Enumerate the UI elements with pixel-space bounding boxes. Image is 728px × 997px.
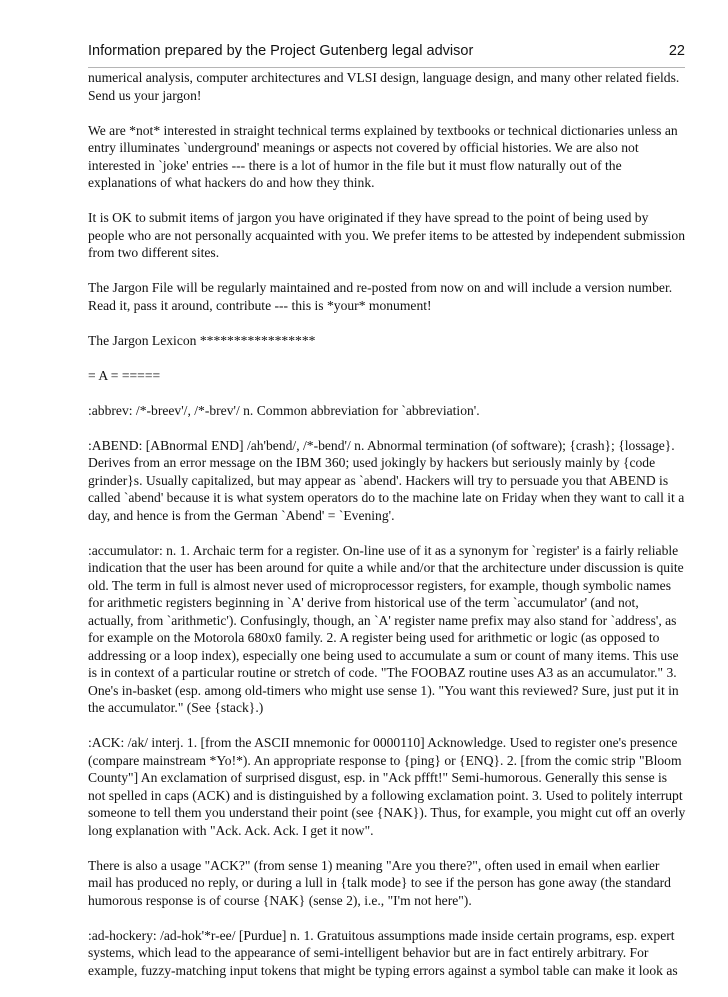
entry-ack: :ACK: /ak/ interj. 1. [from the ASCII mnemonic for 0000110] Acknowledge. Used to register one's presence (compare mainstream *Yo!*). An appropriate response to {ping} or {ENQ}. 2. [from the comic strip "Bloom County"] An exclamation of surprised disgust, esp. in "Ack pffft!" Semi-humorous. Generally this sense is not spelled in caps (ACK) and is distinguished by a following exclamation point. 3. Used to politely interrupt someone to tell them you understand their point (see {NAK}). Thus, for example, you might cut off an overly long explanation with "Ack. Ack. Ack. I get it now". <box>88 735 686 838</box>
paragraph: We are *not* interested in straight technical terms explained by textbooks or technical dictionaries unless an entry illuminates `underground' meanings or aspects not covered by official histories. We are also not interested in `joke' entries --- there is a lot of humor in the file but it must flow naturally out of the explanations of what hackers do and how they think. <box>88 122 678 190</box>
page-number: 22 <box>668 43 685 59</box>
paragraph: The Jargon File will be regularly maintained and re-posted from now on and will include a version number. Read it, pass it around, contribute --- this is *your* monument! <box>88 280 673 313</box>
page-header <box>88 43 685 63</box>
document-body <box>88 69 686 997</box>
paragraph: There is also a usage "ACK?" (from sense 1) meaning "Are you there?", often used in email when earlier mail has produced no reply, or during a lull in {talk mode} to see if the person has gone away (the standard humorous response is of course {NAK} (sense 2), i.e., "I'm not here"). <box>88 857 671 908</box>
paragraph: numerical analysis, computer architectures and VLSI design, language design, and many other related fields. Send us your jargon! <box>88 70 680 103</box>
header-title: Information prepared by the Project Gutenberg legal advisor <box>88 43 474 59</box>
entry-abbrev: :abbrev: /*-breev'/, /*-brev'/ n. Common abbreviation for `abbreviation'. <box>88 402 480 418</box>
entry-abend: :ABEND: [ABnormal END] /ah'bend/, /*-bend'/ n. Abnormal termination (of software); {crash}; {lossage}. Derives from an error message on the IBM 360; used jokingly by hackers but seriously mainly by {code grinder}s. Usually capitalized, but may appear as `abend'. Hackers will try to persuade you that ABEND is called `abend' because it is what system operators do to the machine late on Friday when they want to call it a day, and hence is from the German `Abend' = `Evening'. <box>88 437 685 523</box>
paragraph: It is OK to submit items of jargon you have originated if they have spread to the point of being used by people who are not personally acquainted with you. We prefer items to be attested by independent submission from two different sites. <box>88 210 686 260</box>
entry-accumulator: :accumulator: n. 1. Archaic term for a register. On-line use of it as a synonym for `register' is a fairly reliable indication that the user has been around for quite a while and/or that the architecture under discussion is quite old. The term in full is almost never used of microprocessor registers, for example, though symbolic names for arithmetic registers beginning in `A' derive from historical use of the term `accumulator' (and not, actually, from `arithmetic'). Confusingly, though, an `A' register name prefix may also stand for `address', as for example on the Motorola 680x0 family. 2. A register being used for arithmetic or logic (as opposed to addressing or a loop index), especially one being used to accumulate a sum or count of many items. This use is in context of a particular routine or stretch of code. "The FOOBAZ routine uses A3 as an accumulator." 3. One's in-basket (esp. among old-timers who might use sense 1). "You want this reviewed? Sure, just put it in the accumulator." (See {stack}.) <box>88 542 684 715</box>
section-heading: The Jargon Lexicon ***************** <box>88 332 316 348</box>
header-divider <box>88 67 685 68</box>
section-heading: = A = ===== <box>88 367 161 383</box>
entry-ad-hockery: :ad-hockery: /ad-hok'*r-ee/ [Purdue] n. 1. Gratuitous assumptions made inside certain programs, esp. expert systems, which lead to the appearance of semi-intelligent behavior but are in fact entirely arbitrary. For example, fuzzy-matching input tokens that might be typing errors against a symbol table can make it look as <box>88 927 678 978</box>
